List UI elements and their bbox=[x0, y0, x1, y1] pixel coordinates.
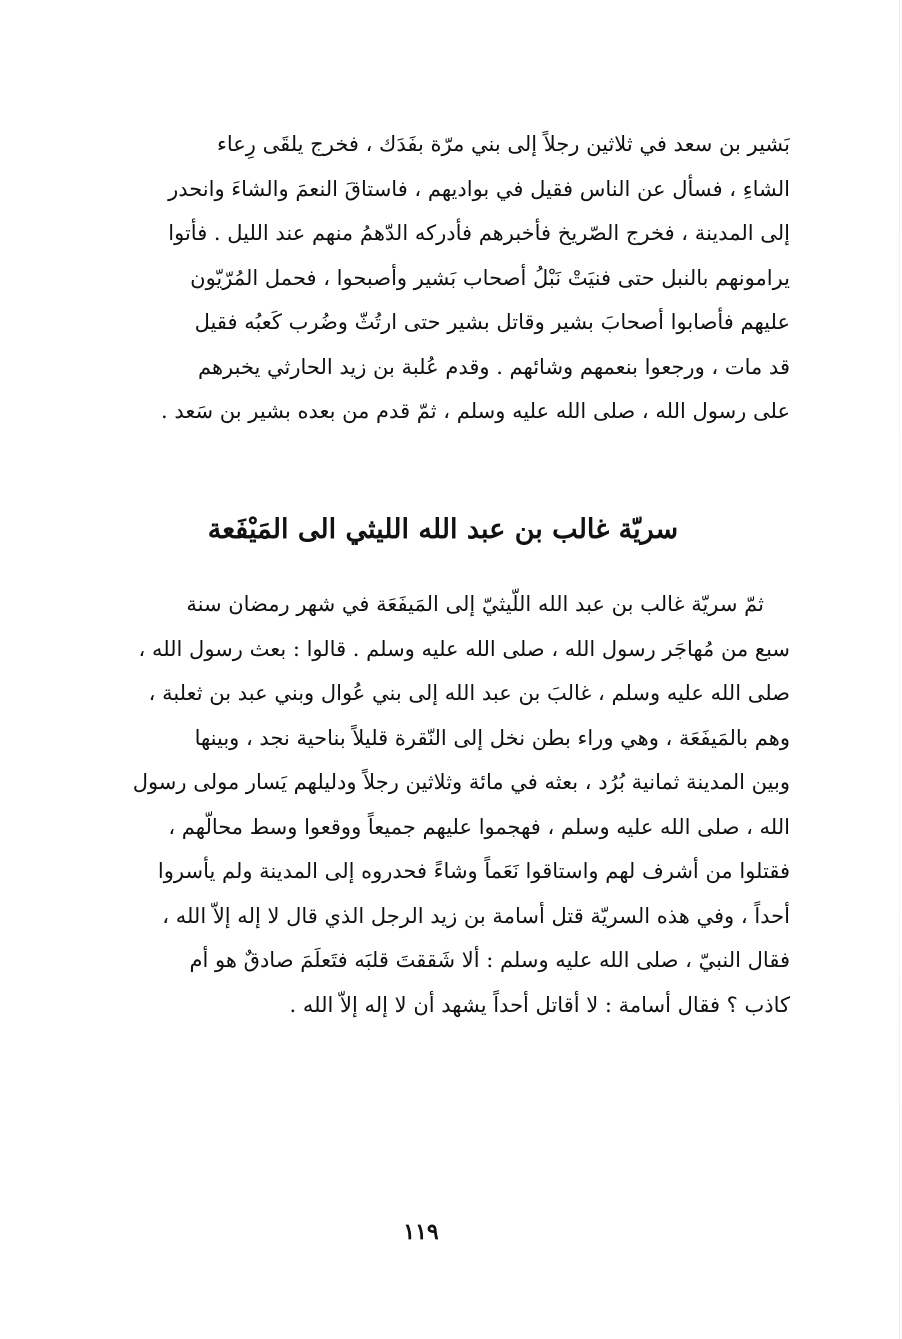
page-number: ١١٩ bbox=[403, 1219, 439, 1245]
paragraph-1-line: الشاءِ ، فسأل عن الناس فقيل في بواديهم ، فاستاقَ النعمَ والشاءَ وانحدر bbox=[168, 176, 790, 201]
paragraph-2-line: صلى الله عليه وسلم ، غالبَ بن عبد الله إلى بني عُوال وبني عبد بن ثعلبة ، bbox=[148, 681, 790, 705]
paragraph-1-line: على رسول الله ، صلى الله عليه وسلم ، ثمّ قدم من بعده بشير بن سَعد . bbox=[161, 399, 790, 423]
paragraph-2-line: أحداً ، وفي هذه السريّة قتل أسامة بن زيد الرجل الذي قال لا إله إلاّ الله ، bbox=[162, 903, 790, 928]
paragraph-2-line: وهم بالمَيفَعَة ، وهي وراء بطن نخل إلى النّقرة قليلاً بناحية نجد ، وبينها bbox=[194, 725, 790, 750]
paragraph-2-line: سبع من مُهاجَر رسول الله ، صلى الله عليه وسلم . قالوا : بعث رسول الله ، bbox=[138, 636, 790, 661]
paragraph-2-line: وبين المدينة ثمانية بُرُد ، بعثه في مائة وثلاثين رجلاً ودليلهم يَسار مولى رسول bbox=[132, 770, 790, 794]
paragraph-2-line: كاذب ؟ فقال أسامة : لا أقاتل أحداً يشهد أن لا إله إلاّ الله . bbox=[289, 992, 790, 1017]
paragraph-2-line: فقال النبيّ ، صلى الله عليه وسلم : ألا شَققتَ قلبَه فتَعلَمَ صادقٌ هو أم bbox=[189, 948, 790, 972]
paragraph-2-line: الله ، صلى الله عليه وسلم ، فهجموا عليهم جميعاً ووقعوا وسط محالّهم ، bbox=[168, 814, 790, 839]
paragraph-1-line: عليهم فأصابوا أصحابَ بشير وقاتل بشير حتى ارتُثّ وضُرب كَعبُه فقيل bbox=[194, 310, 790, 334]
section-heading: سريّة غالب بن عبد الله الليثي الى المَيْفَعة bbox=[207, 514, 679, 545]
paragraph-1-line: يرامونهم بالنبل حتى فنيَتْ نَبْلُ أصحاب بَشير وأصبحوا ، فحمل المُرّيّون bbox=[190, 265, 790, 290]
paragraph-2-line: فقتلوا من أشرف لهم واستاقوا نَعَماً وشاءً فحدروه إلى المدينة ولم يأسروا bbox=[157, 859, 790, 883]
scan-edge-shadow bbox=[899, 0, 900, 1339]
paragraph-1-line: بَشير بن سعد في ثلاثين رجلاً إلى بني مرّة بفَدَك ، فخرج يلقَى رِعاء bbox=[216, 132, 790, 156]
paragraph-1-line: إلى المدينة ، فخرج الصّريخ فأخبرهم فأدركه الدّهمُ منهم عند الليل . فأتوا bbox=[168, 221, 790, 245]
paragraph-2 bbox=[96, 582, 790, 1027]
paragraph-1-line: قد مات ، ورجعوا بنعمهم وشائهم . وقدم عُلبة بن زيد الحارثي يخبرهم bbox=[197, 354, 790, 379]
paragraph-2-line: ثمّ سريّة غالب بن عبد الله اللّيثيّ إلى المَيفَعَة في شهر رمضان سنة bbox=[186, 592, 764, 616]
paragraph-1 bbox=[96, 122, 790, 434]
